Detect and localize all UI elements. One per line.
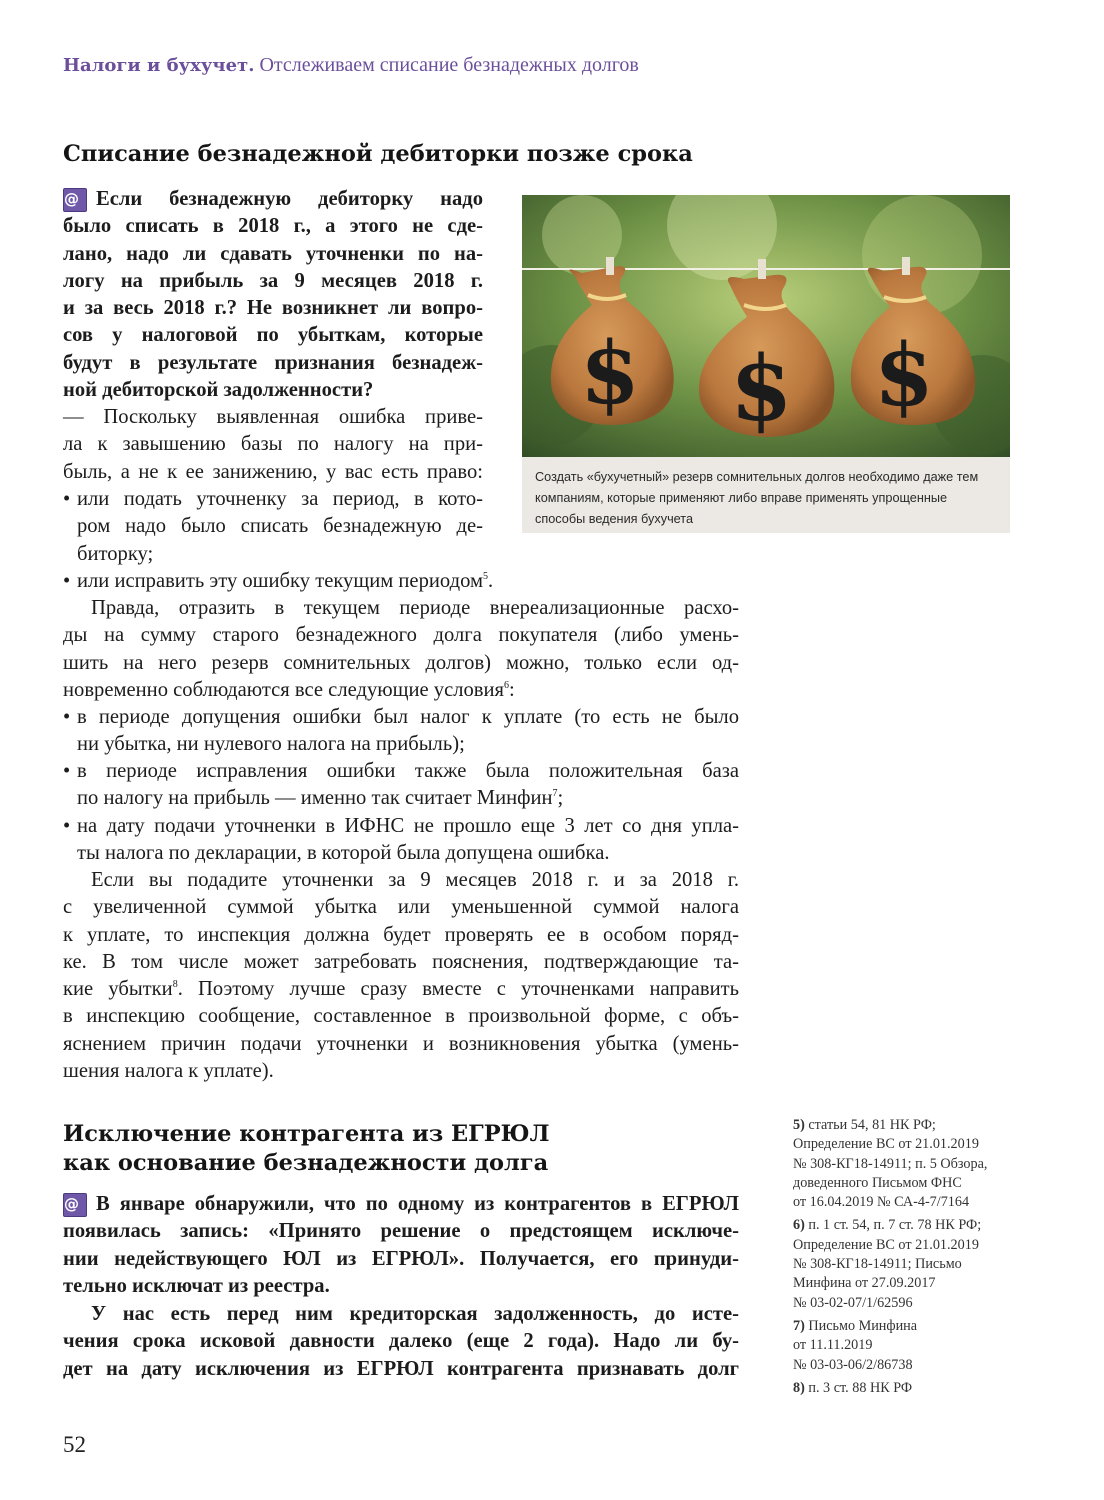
bullet-marker: •	[63, 488, 71, 510]
bullet-marker: •	[63, 570, 71, 592]
footnote-ref: 6	[504, 679, 510, 691]
answer-line: — Поскольку выявленная ошибка приве-	[63, 406, 483, 428]
question-block	[63, 186, 483, 404]
bullet-item	[63, 813, 739, 868]
paragraph: Если вы подадите уточненки за 9 месяцев 2018 г. и за 2018 г. с увеличенной суммой убытка или уменьшенной суммой налога к уплате, то инспекция должна будет проверять ее в особом поряд- ке. В том числе может затребовать пояснения, подтверждающие та- кие убытки$^8$. Поэтому лучше сразу вместе с уточненками направить в инспекцию сообщение, составленное в произвольной форме, с объ- яснением причин подачи уточненки и возникновения убытка (умень- шения налога к уплате).	[63, 867, 739, 1085]
answer-block	[63, 404, 483, 486]
paragraph: Правда, отразить в текущем периоде внереализационные расхо- ды на сумму старого безнадежного долга покупателя (либо умень- шить на него резерв сомнительных долгов) можно, только если од- новременно соблюдаются все следующие условия$^6$:	[63, 597, 739, 701]
header-section: Налоги и бухучет.	[63, 55, 255, 76]
bullet-line: биторку;	[77, 542, 154, 565]
paragraph-line: шить на него резерв сомнительных долгов) можно, только если од-	[63, 651, 739, 674]
question-block	[63, 1191, 739, 1300]
bullet-item: • в периоде исправления ошибки также была положительная база по налогу на прибыль — именно так считает Минфин$^7$;	[63, 760, 739, 810]
bullet-line: ром надо было списать безнадежную де-	[77, 515, 483, 538]
bullet-item: • или исправить эту ошибку текущим периодом$^5$.	[63, 568, 739, 595]
paragraph-line: Если вы подадите уточненки за 9 месяцев 2018 г. и за 2018 г.	[91, 869, 739, 891]
answer-line: ла к завышению базы по налогу на при-	[63, 433, 483, 456]
question-line: будут в результате признания безнадеж-	[63, 351, 483, 374]
bullet-item	[63, 486, 483, 568]
question-line: дет на дату исключения из ЕГРЮЛ контрагента признавать долг	[63, 1357, 739, 1380]
paragraph-line: яснением причин подачи уточненки и возникновения убытка (умень-	[63, 1032, 739, 1055]
answer-line: быль, а не к ее занижению, у вас есть право:	[63, 460, 483, 483]
question-line: У нас есть перед ним кредиторская задолженность, до исте-	[91, 1303, 739, 1325]
bullet-line: ты налога по декларации, в которой была допущена ошибка.	[77, 842, 610, 865]
paragraph-line: новременно соблюдаются все следующие условия	[63, 678, 505, 701]
footnote: 5) статьи 54, 81 НК РФ;	[793, 1117, 936, 1133]
bullet-marker: •	[63, 815, 71, 837]
footnote-ref: 8	[172, 979, 178, 991]
footnotes: 5) статьи 54, 81 НК РФ; Определение ВС от 21.01.2019 № 308-КГ18-14911; п. 5 Обзора, доведенного Письмом ФНС от 16.04.2019 № СА-4-7/7164 6) п. 1 ст. 54, п. 7 ст. 78 НК РФ; Определение ВС от 21.01.2019 № 308-КГ18-14911; Письмо Минфина от 27.09.2017 № 03-02-07/1/62596 7) Письмо Минфина от 11.11.2019 № 03-03-06/2/86738 8) п. 3 ст. 88 НК РФ	[793, 1116, 1033, 1398]
question-badge: @	[63, 188, 87, 212]
svg-text:$: $	[730, 336, 793, 442]
paragraph-line: Правда, отразить в текущем периоде внереализационные расхо-	[91, 597, 739, 619]
question-line: было списать в 2018 г., а этого не сде-	[63, 215, 483, 238]
footnote-ref: 7	[552, 788, 558, 800]
question-line: тельно исключат из реестра.	[63, 1274, 330, 1297]
money-bags-photo	[522, 195, 1010, 457]
question-line: ной дебиторской задолженности?	[63, 379, 374, 402]
bullet-marker: •	[63, 760, 71, 782]
question-line: нии недействующего ЮЛ из ЕГРЮЛ». Получается, его принуди-	[63, 1247, 739, 1270]
section-title: Списание безнадежной дебиторки позже срока	[63, 141, 693, 167]
question-line: @ Если безнадежную дебиторку надо	[64, 188, 483, 210]
paragraph-line: кие убытки	[63, 978, 173, 1001]
svg-text:$: $	[580, 323, 640, 424]
question-line: лано, надо ли сдавать уточненки по на-	[63, 242, 483, 265]
question-line: появилась запись: «Принято решение о предстоящем исключе-	[63, 1220, 739, 1243]
photo-caption: Создать «бухучетный» резерв сомнительных долгов необходимо даже тем компаниям, которые применяют либо вправе применять упрощенные способы ведения бухучета	[535, 470, 979, 526]
footnote: 7) Письмо Минфина	[793, 1317, 918, 1334]
page-number: 52	[63, 1432, 86, 1457]
svg-text:$: $	[874, 325, 934, 426]
footnote: 6) п. 1 ст. 54, п. 7 ст. 78 НК РФ;	[793, 1217, 982, 1234]
paragraph-line: ке. В том числе может затребовать пояснения, подтверждающие та-	[63, 950, 739, 973]
paragraph-line: с увеличенной суммой убытка или уменьшенной суммой налога	[63, 896, 739, 919]
bullet-marker: •	[63, 706, 71, 728]
header-topic: Отслеживаем списание безнадежных долгов	[259, 54, 639, 76]
question-badge: @	[63, 1193, 87, 1217]
paragraph-line: ды на сумму старого безнадежного долга покупателя (либо умень-	[63, 624, 739, 647]
footnote: 8) п. 3 ст. 88 НК РФ	[793, 1379, 913, 1396]
bullet-line: по налогу на прибыль — именно так считает Минфин	[77, 787, 553, 810]
bullet-line: в периоде исправления ошибки также была положительная база	[77, 760, 739, 782]
bullet-line: или подать уточненку за период, в кото-	[77, 488, 483, 510]
question-line: и за весь 2018 г.? Не возникнет ли вопро-	[63, 297, 483, 320]
question-line: сов у налоговой по убыткам, которые	[63, 324, 483, 347]
bullet-line: в периоде допущения ошибки был налог к уплате (то есть не было	[77, 706, 739, 728]
photo-caption-box	[522, 457, 1010, 533]
bullet-item	[63, 704, 739, 759]
paragraph-line: в инспекцию сообщение, составленное в произвольной форме, с объ-	[63, 1005, 739, 1028]
paragraph-line: к уплате, то инспекция должна будет проверять ее в особом поряд-	[63, 923, 739, 946]
paragraph-line: шения налога к уплате).	[63, 1060, 274, 1083]
question-line: В январе обнаружили, что по одному из контрагентов в ЕГРЮЛ	[96, 1193, 739, 1215]
question-line: логу на прибыль за 9 месяцев 2018 г.	[63, 269, 483, 292]
running-header	[63, 54, 639, 77]
footnote-ref: 5	[483, 571, 489, 582]
section-title: Исключение контрагента из ЕГРЮЛ как основание безнадежности долга	[63, 1121, 550, 1176]
question-line: чения срока исковой давности далеко (еще 2 года). Надо ли бу-	[63, 1330, 739, 1353]
bullet-line: или исправить эту ошибку текущим периодом	[77, 570, 484, 592]
bullet-line: ни убытка, ни нулевого налога на прибыль);	[77, 733, 465, 756]
question-block	[63, 1301, 739, 1383]
bullet-line: на дату подачи уточненки в ИФНС не прошло еще 3 лет со дня упла-	[77, 815, 739, 837]
